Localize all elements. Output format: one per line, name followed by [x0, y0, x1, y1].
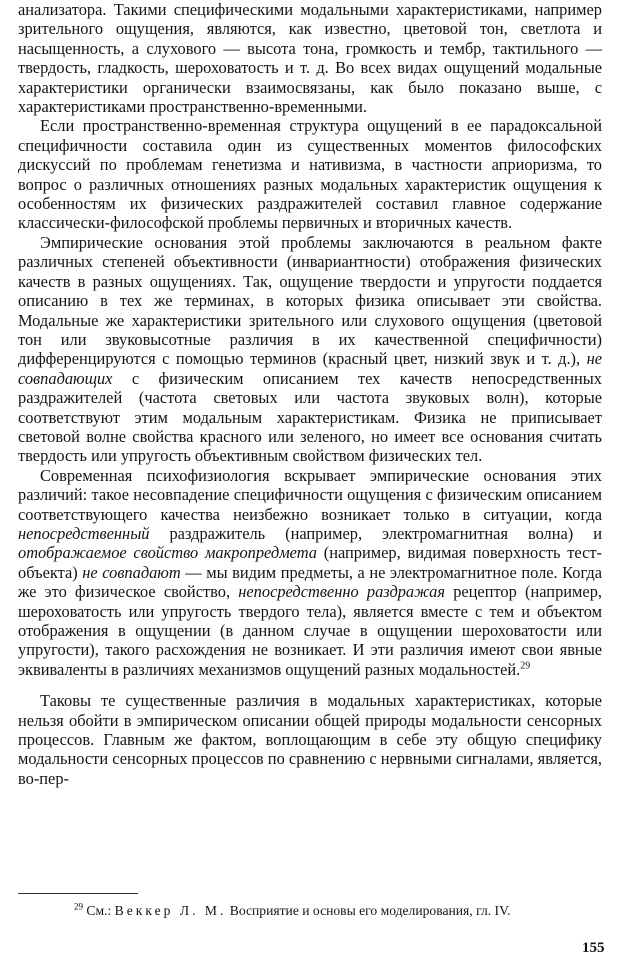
footnote-number: 29	[74, 901, 83, 912]
page-number: 155	[582, 940, 605, 956]
paragraph-3	[18, 233, 602, 466]
paragraph-2	[18, 116, 602, 232]
paragraph-3-text-a: Эмпирические основания этой проблемы заключаются в реальном факте различных степеней объективности (инвариантности) отображения физических качеств в разных ощущениях. Так, ощущение твердости и упругости поддается описанию в тех же терминах, в которых физика описывает эти свойства. Модальные же характеристики зрительного или слухового ощущения (цветовой тон или звуковысотные различия в их качественной специфичности) дифференцируются с помощью терминов (красный цвет, низкий звук и т. д.),	[18, 232, 602, 369]
paragraph-5	[18, 691, 602, 788]
paragraph-3-text-b: с физическим описанием тех качеств непосредственных раздражителей (частота световых или частота звуковых волн), которые соответствуют этим модальным характеристикам. Физика не приписывает световой волне свойства красного или зеленого, но имеет все основания считать твердость или упругость объективным свойством физических тел.	[18, 368, 602, 466]
paragraph-4-text-a: Современная психофизиология вскрывает эмпирические основания этих различий: такое несовпадение специфичности ощущения с физическим описанием соответствующего качества неизбежно возникает только в ситуации, когда	[18, 465, 602, 524]
footnote-29	[74, 903, 614, 919]
paragraph-4-emphasis-4: непосредственно раздражая	[238, 582, 445, 602]
paragraph-3-emphasis: не совпадающих	[18, 349, 602, 388]
footnote-title: Восприятие и основы его моделирования, гл. IV.	[229, 903, 511, 918]
paragraph-4-text-c: (например, видимая поверхность тест-объекта)	[18, 543, 602, 582]
paragraph-4	[18, 466, 602, 679]
paragraph-5-text: Таковы те существенные различия в модальных характеристиках, которые нельзя обойти в эмпирическом описании общей природы модальности сенсорных процессов. Главным же фактом, воплощающим в себе эту общую специфику модальности сенсорных процессов по сравнению с нервными сигналами, является, во-пер-	[18, 691, 602, 788]
footnote-author: Веккер Л. М.	[114, 903, 227, 918]
paragraph-1	[18, 0, 602, 116]
paragraph-1-text: анализатора. Такими специфическими модальными характеристиками, например зрительного ощущения, являются, как известно, цветовой тон, светлота и насыщенность, а слухового — высота тона, громкость и тембр, тактильного — твердость, гладкость, шероховатость и т. д. Во всех видах ощущений модальные характеристики органически взаимосвязаны, как было показано выше, с характеристиками пространственно-временными.	[18, 0, 602, 117]
footnote-prefix: См.:	[86, 903, 112, 918]
footnote-reference-29[interactable]: 29	[520, 660, 531, 672]
paragraph-4-emphasis-3: не совпадают	[82, 562, 181, 582]
paragraph-4-text-b: раздражитель (например, электромагнитная волна) и	[169, 523, 602, 543]
paragraph-4-emphasis-2: отображаемое свойство макропредмета	[18, 543, 317, 563]
paragraph-4-text-d: — мы видим предметы, а не электромагнитное поле. Когда же это физическое свойство,	[18, 562, 603, 602]
paragraph-4-emphasis-1: непосредственный	[18, 523, 150, 543]
body-text	[18, 0, 602, 788]
paragraph-4-text-e: рецептор (например, шероховатость или упругость твердого тела), является вместе с тем и объектом отображения в ощущении (в данном случае в ощущении шероховатости или упругости), такого расхождения не возникает. И эти различия имеют свои явные эквиваленты в различиях механизмов ощущений разных модальностей.	[18, 582, 602, 679]
footnote-rule	[18, 893, 138, 894]
paragraph-2-text: Если пространственно-временная структура ощущений в ее парадоксальной специфичности составила один из существенных моментов философских дискуссий по проблемам генетизма и нативизма, в частности априоризма, то вопрос о различных отношениях разных модальных характеристик ощущения к особенностям их физических раздражителей составил главное содержание классически-философской проблемы первичных и вторичных качеств.	[18, 116, 602, 233]
